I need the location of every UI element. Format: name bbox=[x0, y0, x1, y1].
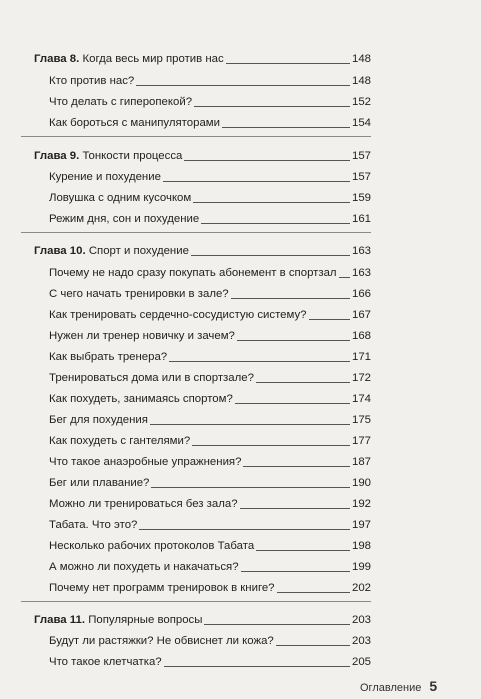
toc-item[interactable] bbox=[49, 188, 371, 205]
page-number: 202 bbox=[351, 582, 371, 594]
chapter-label: Глава 9. bbox=[34, 150, 80, 162]
item-title: Что такое клетчатка? bbox=[49, 656, 162, 668]
page-footer bbox=[360, 678, 437, 694]
toc-item[interactable] bbox=[49, 410, 371, 427]
item-title: Как похудеть, занимаясь спортом? bbox=[49, 393, 233, 405]
toc-item[interactable] bbox=[49, 263, 371, 280]
dot-leader bbox=[192, 445, 350, 446]
toc-item[interactable] bbox=[49, 631, 371, 648]
item-title: Как выбрать тренера? bbox=[49, 351, 168, 363]
toc-item[interactable] bbox=[49, 431, 371, 448]
dot-leader bbox=[201, 223, 350, 224]
page-number: 154 bbox=[351, 117, 371, 129]
toc-item[interactable] bbox=[49, 452, 371, 469]
item-title: Кто против нас? bbox=[49, 75, 135, 87]
item-title: Можно ли тренироваться без зала? bbox=[49, 498, 238, 510]
dot-leader bbox=[231, 298, 350, 299]
section-divider bbox=[21, 232, 371, 233]
dot-leader bbox=[184, 160, 350, 161]
page-number: 172 bbox=[351, 372, 371, 384]
item-title: Бег для похудения bbox=[49, 414, 148, 426]
toc-item[interactable] bbox=[49, 368, 371, 385]
chapter-title bbox=[34, 613, 202, 627]
page-number: 159 bbox=[351, 192, 371, 204]
dot-leader bbox=[237, 340, 350, 341]
toc-item[interactable] bbox=[49, 494, 371, 511]
dot-leader bbox=[169, 361, 350, 362]
page-number: 148 bbox=[351, 75, 371, 87]
item-title: Нужен ли тренер новичку и зачем? bbox=[49, 330, 235, 342]
page-number: 166 bbox=[351, 288, 371, 300]
page-number: 148 bbox=[351, 53, 371, 65]
toc-chapter-9[interactable] bbox=[34, 146, 371, 163]
page-number: 199 bbox=[351, 561, 371, 573]
page-number: 152 bbox=[351, 96, 371, 108]
footer-section-label: Оглавление bbox=[360, 682, 422, 694]
toc-chapter-8[interactable] bbox=[34, 49, 371, 66]
item-title: Почему не надо сразу покупать абонемент в спортзал bbox=[49, 267, 337, 279]
toc-item[interactable] bbox=[49, 113, 371, 130]
dot-leader bbox=[151, 487, 350, 488]
page-number: 205 bbox=[351, 656, 371, 668]
page-number: 203 bbox=[351, 614, 371, 626]
chapter-label: Глава 11. bbox=[34, 614, 86, 626]
dot-leader bbox=[277, 592, 350, 593]
page-number: 177 bbox=[351, 435, 371, 447]
dot-leader bbox=[276, 645, 350, 646]
toc-item[interactable] bbox=[49, 578, 371, 595]
item-title: С чего начать тренировки в зале? bbox=[49, 288, 229, 300]
toc-item[interactable] bbox=[49, 557, 371, 574]
page-number: 192 bbox=[351, 498, 371, 510]
chapter-label: Глава 8. bbox=[34, 53, 80, 65]
toc-item[interactable] bbox=[49, 71, 371, 88]
dot-leader bbox=[193, 202, 350, 203]
page-number: 161 bbox=[351, 213, 371, 225]
dot-leader bbox=[164, 666, 350, 667]
dot-leader bbox=[194, 106, 350, 107]
dot-leader bbox=[256, 550, 350, 551]
page-number: 175 bbox=[351, 414, 371, 426]
page-number: 190 bbox=[351, 477, 371, 489]
item-title: Как бороться с манипуляторами bbox=[49, 117, 220, 129]
chapter-name: Когда весь мир против нас bbox=[82, 53, 224, 65]
footer-page-number: 5 bbox=[429, 678, 438, 694]
chapter-title bbox=[34, 52, 224, 66]
toc-item[interactable] bbox=[49, 389, 371, 406]
toc-item[interactable] bbox=[49, 347, 371, 364]
page-number: 198 bbox=[351, 540, 371, 552]
page-number: 203 bbox=[351, 635, 371, 647]
page-number: 157 bbox=[351, 150, 371, 162]
page-number: 187 bbox=[351, 456, 371, 468]
item-title: Ловушка с одним кусочком bbox=[49, 192, 192, 204]
toc-item[interactable] bbox=[49, 515, 371, 532]
item-title: Что такое анаэробные упражнения? bbox=[49, 456, 242, 468]
dot-leader bbox=[256, 382, 350, 383]
chapter-title bbox=[34, 149, 182, 163]
dot-leader bbox=[309, 319, 350, 320]
item-title: Что делать с гиперопекой? bbox=[49, 96, 193, 108]
chapter-name: Спорт и похудение bbox=[88, 245, 189, 257]
page-number: 168 bbox=[351, 330, 371, 342]
item-title: Как похудеть с гантелями? bbox=[49, 435, 191, 447]
dot-leader bbox=[191, 255, 350, 256]
dot-leader bbox=[136, 85, 350, 86]
chapter-title bbox=[34, 244, 189, 258]
toc-item[interactable] bbox=[49, 284, 371, 301]
dot-leader bbox=[204, 624, 350, 625]
page-number: 174 bbox=[351, 393, 371, 405]
page-number: 163 bbox=[351, 245, 371, 257]
dot-leader bbox=[339, 277, 350, 278]
dot-leader bbox=[226, 63, 350, 64]
toc-item[interactable] bbox=[49, 473, 371, 490]
dot-leader bbox=[235, 403, 350, 404]
toc-item[interactable] bbox=[49, 167, 371, 184]
page-number: 197 bbox=[351, 519, 371, 531]
page-number: 167 bbox=[351, 309, 371, 321]
section-divider bbox=[21, 601, 371, 602]
item-title: Несколько рабочих протоколов Табата bbox=[49, 540, 255, 552]
dot-leader bbox=[150, 424, 350, 425]
dot-leader bbox=[163, 181, 350, 182]
page-number: 171 bbox=[351, 351, 371, 363]
toc-chapter-11[interactable] bbox=[34, 610, 371, 627]
chapter-name: Тонкости процесса bbox=[82, 150, 183, 162]
dot-leader bbox=[243, 466, 350, 467]
page-number: 157 bbox=[351, 171, 371, 183]
page-number: 163 bbox=[351, 267, 371, 279]
item-title: А можно ли похудеть и накачаться? bbox=[49, 561, 239, 573]
toc-item[interactable] bbox=[49, 536, 371, 553]
toc-item[interactable] bbox=[49, 209, 371, 226]
toc-item[interactable] bbox=[49, 652, 371, 669]
chapter-label: Глава 10. bbox=[34, 245, 86, 257]
item-title: Как тренировать сердечно-сосудистую систему? bbox=[49, 309, 307, 321]
chapter-name: Популярные вопросы bbox=[88, 614, 203, 626]
toc-item[interactable] bbox=[49, 305, 371, 322]
item-title: Табата. Что это? bbox=[49, 519, 138, 531]
item-title: Почему нет программ тренировок в книге? bbox=[49, 582, 275, 594]
item-title: Будут ли растяжки? Не обвиснет ли кожа? bbox=[49, 635, 274, 647]
section-divider bbox=[21, 136, 371, 137]
item-title: Тренироваться дома или в спортзале? bbox=[49, 372, 254, 384]
toc-chapter-10[interactable] bbox=[34, 241, 371, 258]
item-title: Бег или плавание? bbox=[49, 477, 150, 489]
toc-item[interactable] bbox=[49, 92, 371, 109]
toc-item[interactable] bbox=[49, 326, 371, 343]
item-title: Режим дня, сон и похудение bbox=[49, 213, 200, 225]
dot-leader bbox=[241, 571, 350, 572]
dot-leader bbox=[240, 508, 350, 509]
item-title: Курение и похудение bbox=[49, 171, 161, 183]
dot-leader bbox=[222, 127, 350, 128]
dot-leader bbox=[139, 529, 350, 530]
